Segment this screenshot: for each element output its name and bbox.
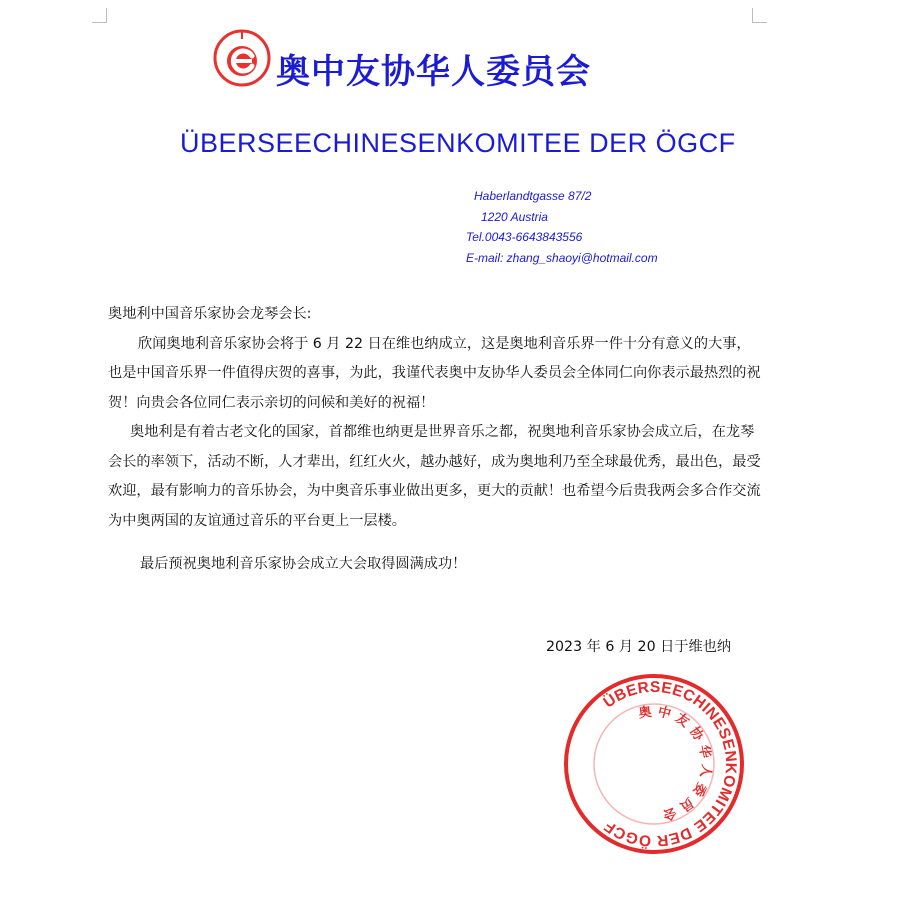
seal-inner-text: 奥中友协华人委员会 [637, 704, 714, 824]
letter-salutation: 奥地利中国音乐家协会龙琴会长: [108, 306, 312, 322]
address-phone: Tel.0043-6643843556 [466, 230, 583, 244]
letter-closing-paragraph: 最后预祝奥地利音乐家协会成立大会取得圆满成功！ [140, 556, 467, 572]
page-corner-mark-left [92, 8, 107, 23]
organization-logo-icon [212, 28, 272, 88]
letter-paragraph: 奥地利是有着古老文化的国家，首都维也纳更是世界音乐之都，祝奥地利音乐家协会成立后，在龙琴会长的率领下，活动不断，人才辈出，红红火火，越办越好，成为奥地利乃至全球最优秀，最出色，最受欢迎，最有影响力的音乐协会，为中奥音乐事业做出更多，更大的贡献！也希望今后贵我两会多合作交流为中奥两国的友谊通过音乐的平台更上一层楼。 [108, 424, 761, 529]
address-street: Haberlandtgasse 87/2 [474, 189, 592, 203]
seal-outer-text: ÜBERSEECHINESENKOMITEE DER ÖGCF [600, 678, 740, 850]
organization-title-german: ÜBERSEECHINESENKOMITEE DER ÖGCF [180, 128, 736, 158]
address-city: 1220 Austria [481, 209, 548, 224]
address-block [466, 186, 658, 268]
svg-text:奥中友协华人委员会 [638, 703, 715, 824]
page-corner-mark-right [752, 8, 767, 23]
letter-paragraph: 欣闻奥地利音乐家协会将于 6 月 22 日在维也纳成立，这是奥地利音乐界一件十分有意义的大事，也是中国音乐界一件值得庆贺的喜事，为此，我谨代表奥中友协华人委员会全体同仁向你表示最热烈的祝贺！向贵会各位同仁表示亲切的问候和美好的祝福！ [108, 335, 761, 411]
organization-title-chinese: 奥中友协华人委员会 [276, 52, 591, 92]
address-email: E-mail: zhang_shaoyi@hotmail.com [466, 250, 658, 265]
letter-date-place: 2023 年 6 月 20 日于维也纳 [546, 639, 732, 655]
letter-body [108, 300, 764, 580]
official-seal-stamp [563, 673, 745, 855]
